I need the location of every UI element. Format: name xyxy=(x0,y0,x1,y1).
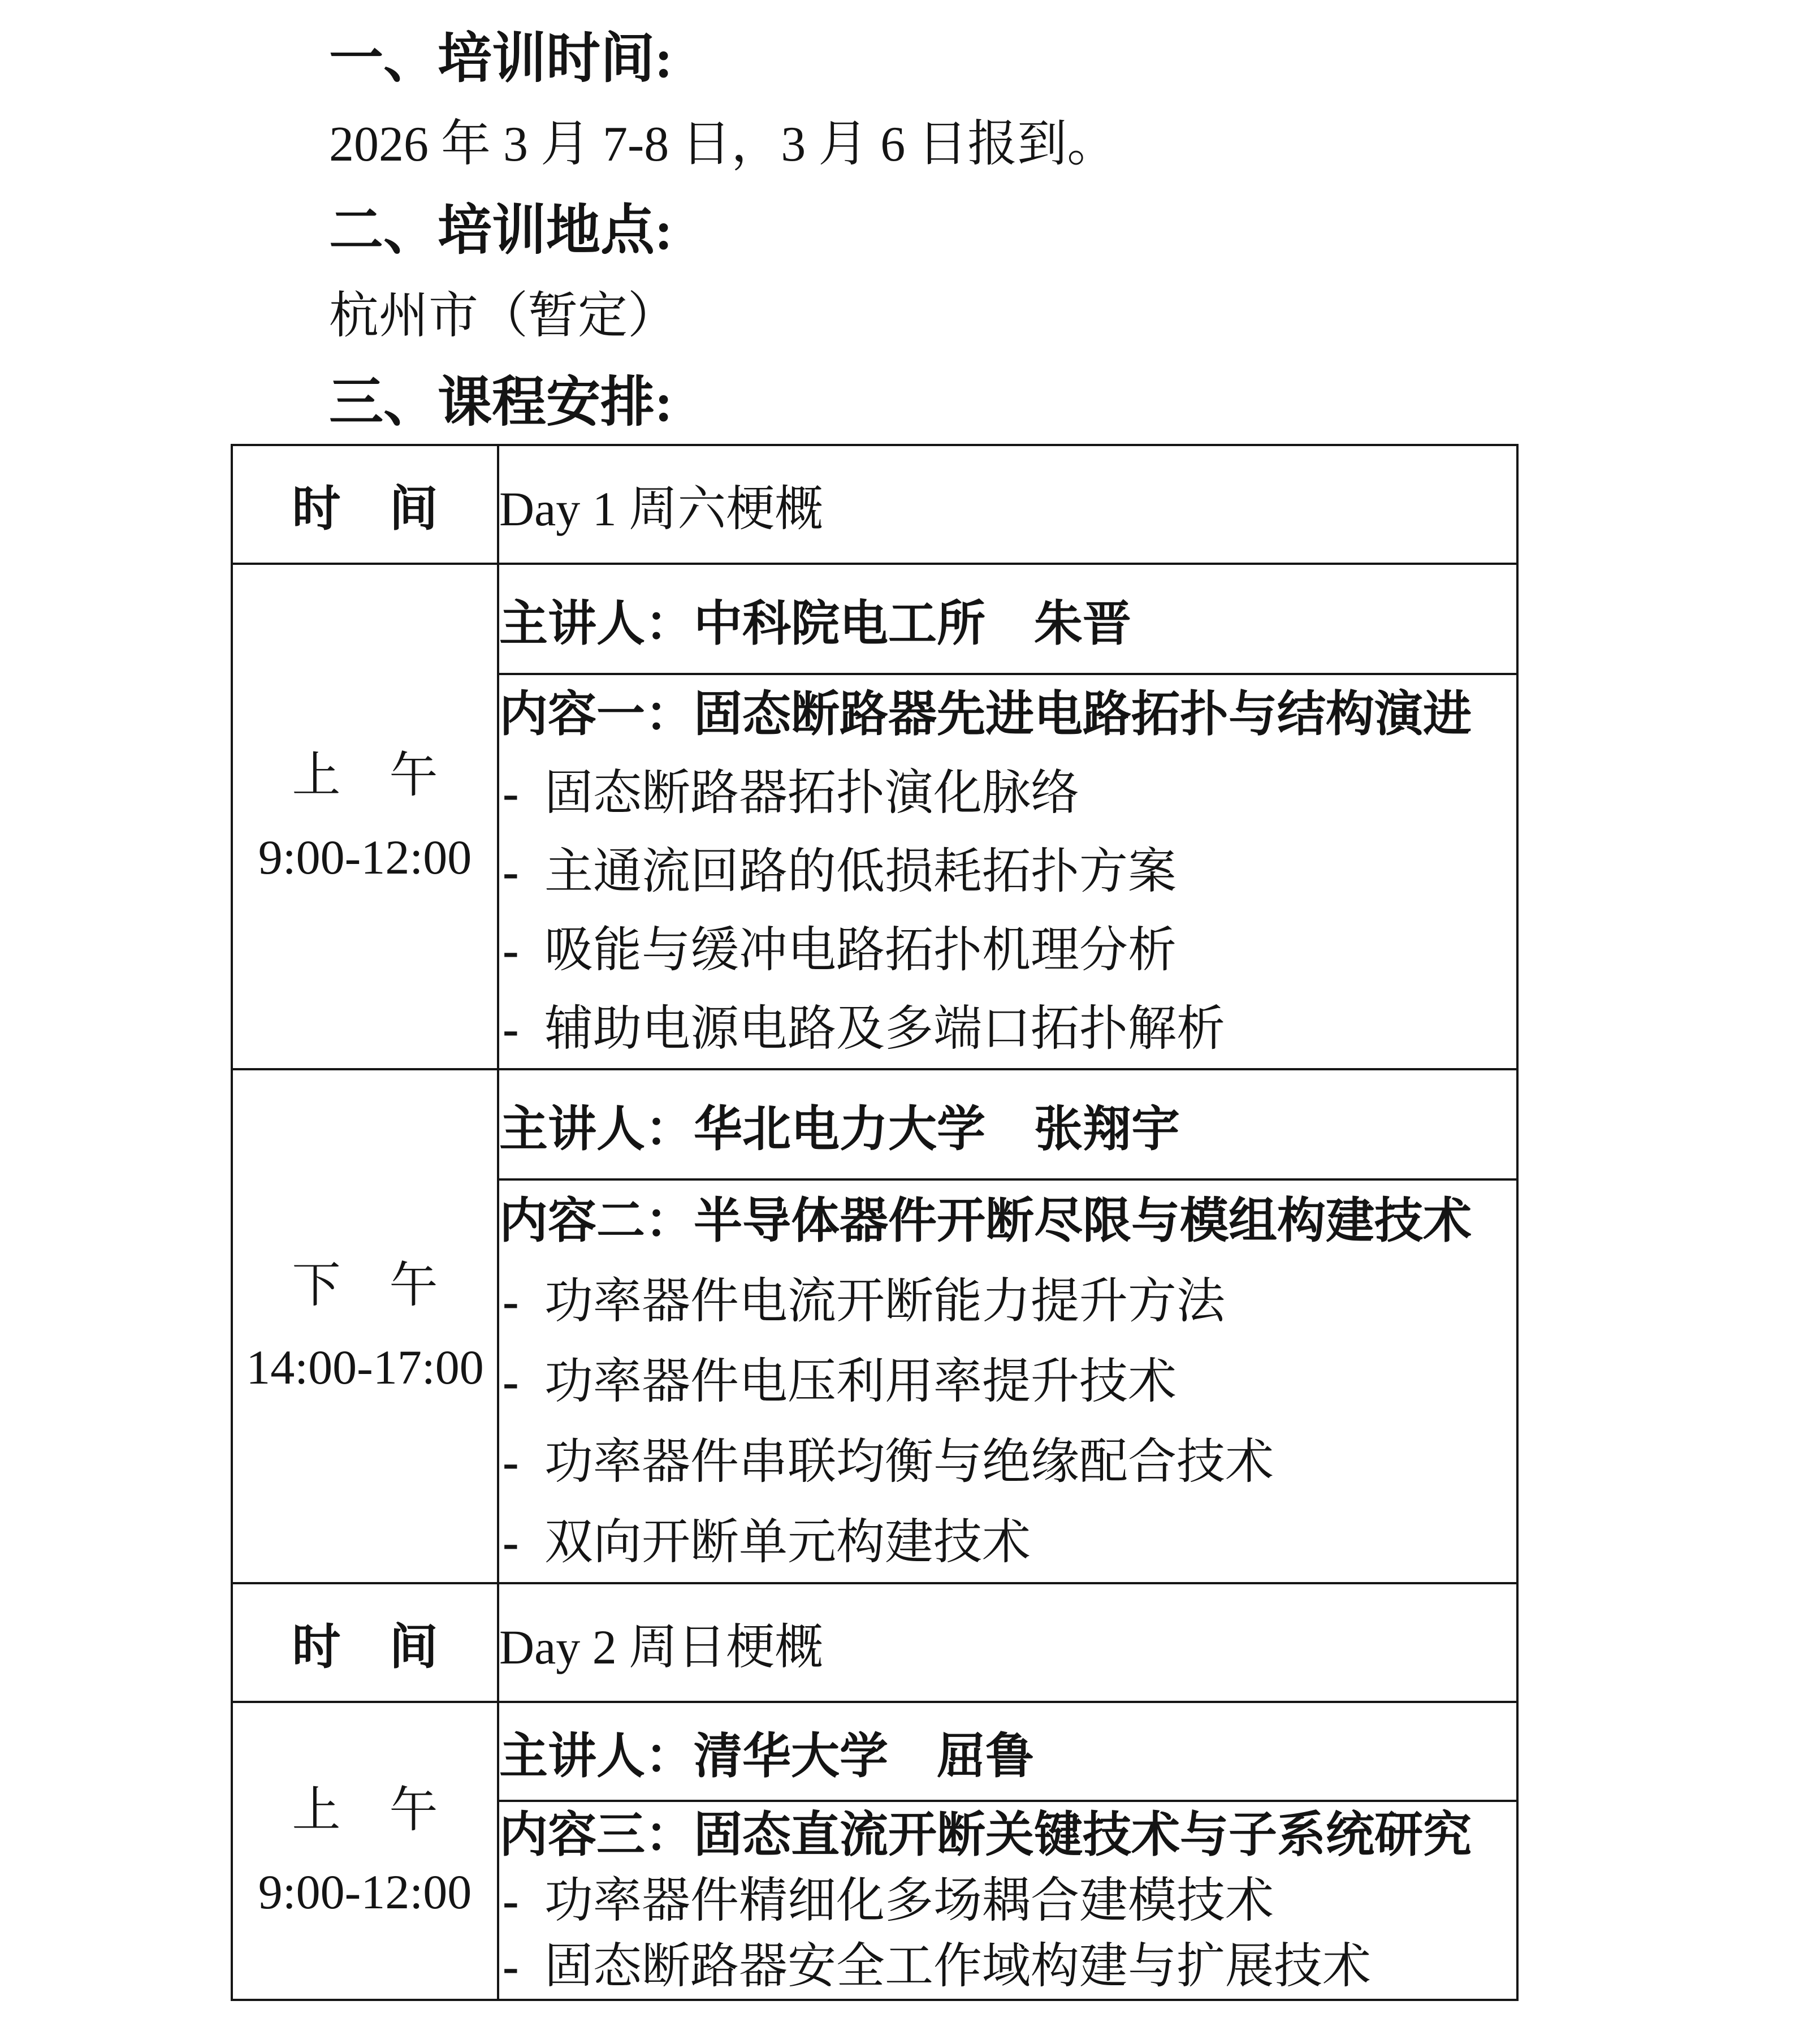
cell-day2-am-time xyxy=(232,1702,498,2000)
cell-day1-pm-speaker: 主讲人：华北电力大学 张翔宇 xyxy=(498,1069,1517,1179)
list-item-text: 功率器件精细化多场耦合建模技术 xyxy=(544,1873,1274,1928)
list-item-text: 功率器件电压利用率提升技术 xyxy=(544,1354,1177,1408)
table-row-day2-am-speaker xyxy=(232,1702,1517,1801)
cell-day1-am-time xyxy=(232,564,498,1069)
day1-am-topic: 内容一：固态断路器先进电路拓扑与结构演进 xyxy=(499,687,1472,741)
list-item xyxy=(499,832,1516,911)
heading-training-time: 一、培训时间: xyxy=(329,28,673,89)
list-item-text: 主通流回路的低损耗拓扑方案 xyxy=(544,844,1177,898)
cell-day1-pm-time xyxy=(232,1069,498,1583)
bullet-dash: - xyxy=(503,766,519,820)
cell-day1-am-content xyxy=(498,674,1517,1069)
training-time-text: 2026 年 3 月 7-8 日，3 月 6 日报到。 xyxy=(329,117,1117,172)
cell-day2-am-content xyxy=(498,1801,1517,2000)
cell-day1-pm-content xyxy=(498,1179,1517,1583)
bullet-dash: - xyxy=(503,1274,519,1328)
table-row-day1-am-speaker xyxy=(232,564,1517,674)
list-item-text: 功率器件串联均衡与绝缘配合技术 xyxy=(544,1434,1274,1489)
day1-pm-label: 下 午 xyxy=(292,1257,438,1312)
day1-pm-topic: 内容二：半导体器件开断尽限与模组构建技术 xyxy=(499,1194,1472,1248)
cell-time-header-day2: 时 间 xyxy=(232,1583,498,1702)
cell-time-header-day1: 时 间 xyxy=(232,445,498,564)
table-row-day2-header xyxy=(232,1583,1517,1702)
table-row-day1-pm-speaker xyxy=(232,1069,1517,1179)
list-item-text: 功率器件电流开断能力提升方法 xyxy=(544,1274,1225,1328)
heading-training-place: 二、培训地点: xyxy=(329,200,673,261)
bullet-dash: - xyxy=(503,844,519,898)
list-item xyxy=(499,1933,1516,1999)
day1-am-label: 上 午 xyxy=(292,748,438,802)
bullet-dash: - xyxy=(503,1434,519,1489)
list-item-text: 固态断路器安全工作域构建与扩展技术 xyxy=(544,1939,1371,1993)
bullet-dash: - xyxy=(503,923,519,977)
list-item xyxy=(499,911,1516,989)
list-item xyxy=(499,1502,1516,1582)
table-row-day1-header xyxy=(232,445,1517,564)
list-item xyxy=(499,1341,1516,1421)
list-item-text: 固态断路器拓扑演化脉络 xyxy=(544,766,1079,820)
day1-pm-hours: 14:00-17:00 xyxy=(246,1339,484,1394)
list-item xyxy=(499,989,1516,1068)
bullet-dash: - xyxy=(503,1001,519,1056)
day2-am-hours: 9:00-12:00 xyxy=(258,1864,472,1919)
cell-day2-am-speaker: 主讲人：清华大学 屈鲁 xyxy=(498,1702,1517,1801)
cell-day1-am-speaker: 主讲人：中科院电工所 朱晋 xyxy=(498,564,1517,674)
bullet-dash: - xyxy=(503,1354,519,1408)
day2-am-topic: 内容三：固态直流开断关键技术与子系统研究 xyxy=(499,1808,1472,1862)
bullet-dash: - xyxy=(503,1515,519,1569)
list-item-text: 双向开断单元构建技术 xyxy=(544,1515,1031,1569)
list-item xyxy=(499,1868,1516,1933)
day1-am-hours: 9:00-12:00 xyxy=(258,830,472,884)
list-item-text: 辅助电源电路及多端口拓扑解析 xyxy=(544,1001,1225,1056)
training-place-text: 杭州市（暂定） xyxy=(329,289,678,344)
course-schedule-table xyxy=(231,444,1519,2001)
day2-am-label: 上 午 xyxy=(292,1782,438,1837)
bullet-dash: - xyxy=(503,1873,519,1928)
cell-day1-title: Day 1 周六梗概 xyxy=(498,445,1517,564)
cell-day2-title: Day 2 周日梗概 xyxy=(498,1583,1517,1702)
list-item xyxy=(499,1261,1516,1341)
list-item xyxy=(499,1421,1516,1502)
list-item-text: 吸能与缓冲电路拓扑机理分析 xyxy=(544,923,1177,977)
intro-section xyxy=(329,16,1727,446)
bullet-dash: - xyxy=(503,1939,519,1993)
list-item xyxy=(499,754,1516,832)
heading-course-schedule: 三、课程安排: xyxy=(329,372,673,433)
